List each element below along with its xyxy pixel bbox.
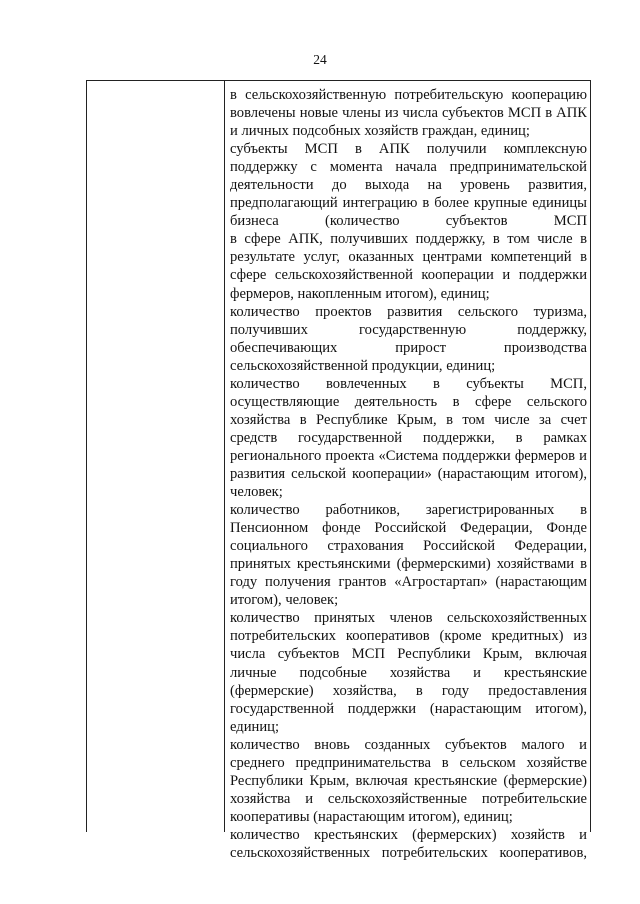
text-line: принятых крестьянскими (фермерскими) хозяйствами в bbox=[230, 556, 587, 573]
text-line: средств государственной поддержки, в рамках bbox=[230, 429, 587, 446]
text-line: количество крестьянских (фермерских) хозяйств и bbox=[230, 826, 587, 843]
text-line: вовлечены новые члены из числа субъектов МСП в АПК bbox=[230, 105, 587, 122]
text-line: количество проектов развития сельского туризма, bbox=[230, 303, 587, 320]
text-line: получивших государственную поддержку, bbox=[230, 321, 587, 338]
text-line: бизнеса (количество субъектов МСП bbox=[230, 213, 587, 230]
text-line: количество принятых членов сельскохозяйственных bbox=[230, 610, 587, 627]
text-line: государственной поддержки (нарастающим итогом), bbox=[230, 700, 587, 717]
text-line: человек; bbox=[230, 484, 283, 501]
text-line: в сфере АПК, получивших поддержку, в том числе в bbox=[230, 231, 587, 248]
document-table bbox=[86, 80, 591, 861]
text-line: регионального проекта «Система поддержки фермеров и bbox=[230, 447, 587, 464]
text-line: и личных подсобных хозяйств граждан, единиц; bbox=[230, 123, 530, 140]
text-line: осуществляющие деятельность в сфере сельского bbox=[230, 393, 587, 410]
text-line: социального страхования Российской Федерации, bbox=[230, 538, 587, 555]
text-line: Республики Крым, включая крестьянские (фермерские) bbox=[230, 772, 587, 789]
text-line: в сельскохозяйственную потребительскую кооперацию bbox=[230, 87, 587, 103]
text-line: хозяйства и сельскохозяйственные потребительские bbox=[230, 790, 587, 807]
text-line: результате услуг, оказанных центрами компетенций в bbox=[230, 249, 587, 266]
text-line: предполагающий интеграцию в более крупные единицы bbox=[230, 195, 587, 212]
text-line: Пенсионном фонде Российской Федерации, Фонде bbox=[230, 520, 587, 537]
text-line: среднего предпринимательства в сельском хозяйстве bbox=[230, 754, 587, 771]
text-line: развития сельской кооперации» (нарастающим итогом), bbox=[230, 465, 587, 482]
page-number: 24 bbox=[313, 52, 327, 67]
text-line: деятельности до выхода на уровень развития, bbox=[230, 177, 587, 194]
text-line: поддержку с момента начала предпринимательской bbox=[230, 159, 587, 176]
text-line: сельскохозяйственной продукции, единиц; bbox=[230, 357, 496, 374]
text-line: количество работников, зарегистрированных в bbox=[230, 502, 587, 519]
text-line: количество вновь созданных субъектов малого и bbox=[230, 736, 587, 753]
text-line: году получения грантов «Агростартап» (нарастающим bbox=[230, 574, 587, 591]
text-line: количество вовлеченных в субъекты МСП, bbox=[230, 375, 587, 392]
text-line: единиц; bbox=[230, 718, 280, 735]
text-line: (фермерские) хозяйства, в году предоставления bbox=[230, 682, 587, 699]
table-right-cell bbox=[226, 81, 590, 861]
text-line: хозяйства в Республике Крым, в том числе за счет bbox=[230, 411, 587, 428]
text-line: фермеров, накопленным итогом), единиц; bbox=[230, 285, 490, 302]
text-line: числа субъектов МСП Республики Крым, включая bbox=[230, 646, 587, 663]
text-line: потребительских кооперативов (кроме кредитных) из bbox=[230, 628, 587, 645]
text-line: обеспечивающих прирост производства bbox=[230, 339, 587, 356]
text-line: итогом), человек; bbox=[230, 592, 339, 609]
text-line: личные подсобные хозяйства и крестьянские bbox=[230, 664, 587, 681]
text-line: сельскохозяйственных потребительских кооперативов, bbox=[230, 844, 587, 861]
text-line: субъекты МСП в АПК получили комплексную bbox=[230, 141, 587, 158]
table-left-cell bbox=[87, 81, 225, 832]
text-line: сфере сельскохозяйственной кооперации и поддержки bbox=[230, 267, 587, 284]
text-line: кооперативы (нарастающим итогом), единиц; bbox=[230, 808, 513, 825]
